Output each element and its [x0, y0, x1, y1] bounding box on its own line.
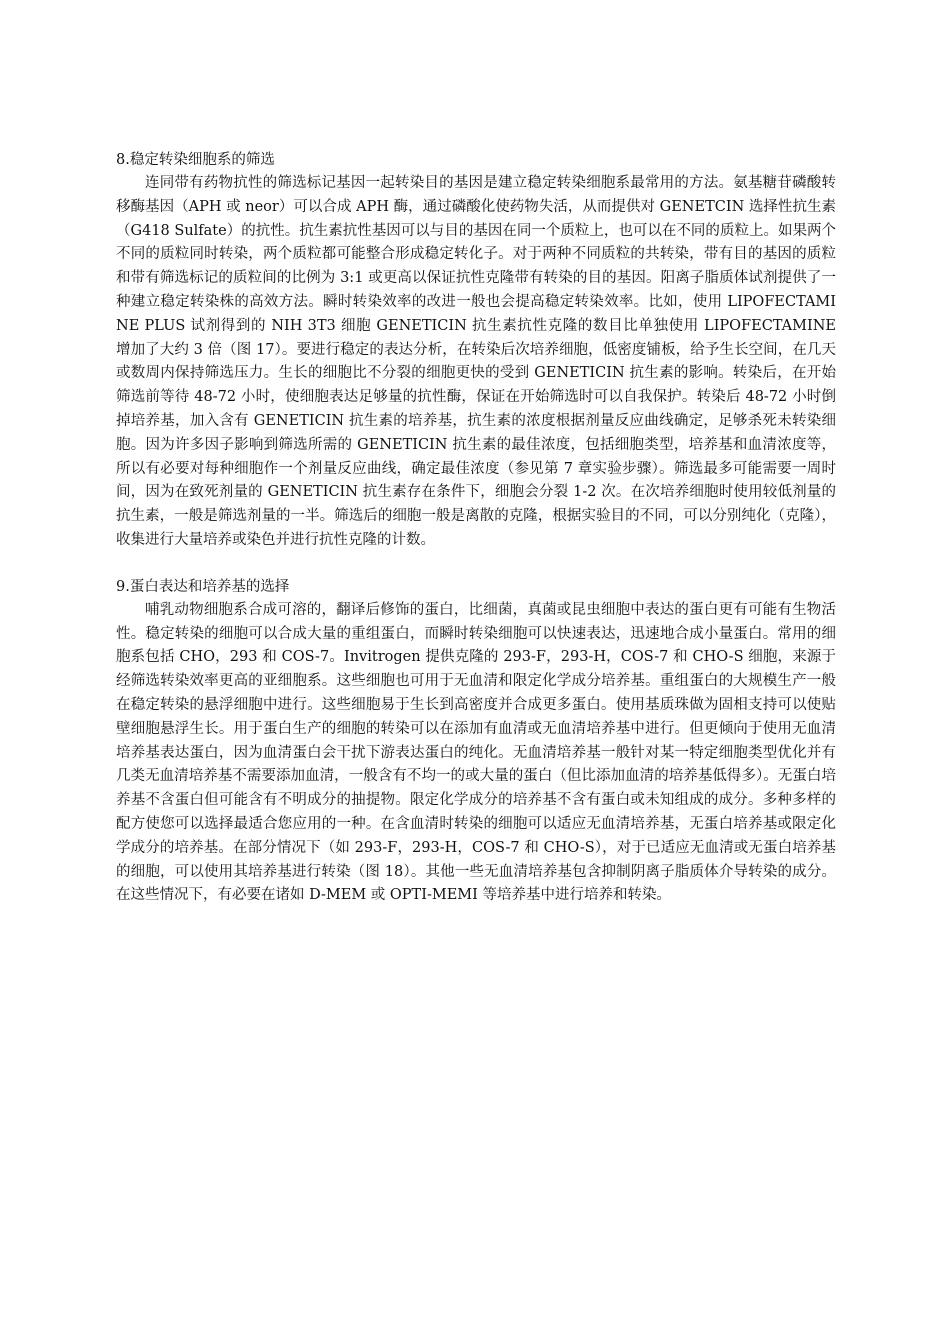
section-paragraph: 哺乳动物细胞系合成可溶的，翻译后修饰的蛋白，比细菌，真菌或昆虫细胞中表达的蛋白更有可能有生物活性。稳定转染的细胞可以合成大量的重组蛋白，而瞬时转染细胞可以快速表达，迅速地合成小量蛋白。常用的细胞系包括 CHO，293 和 COS-7。Invitrogen 提供克隆的 293-F，293-H，COS-7 和 CHO-S 细胞，来源于经筛选转染效率更高的亚细胞系。这些细胞也可用于无血清和限定化学成分培养基。重组蛋白的大规模生产一般在稳定转染的悬浮细胞中进行。这些细胞易于生长到高密度并合成更多蛋白。使用基质珠做为固相支持可以使贴壁细胞悬浮生长。用于蛋白生产的细胞的转染可以在添加有血清或无血清培养基中进行。但更倾向于使用无血清培养基表达蛋白，因为血清蛋白会干扰下游表达蛋白的纯化。无血清培养基一般针对某一特定细胞类型优化并有几类无血清培养基不需要添加血清，一般含有不均一的或大量的蛋白（但比添加血清的培养基低得多）。无蛋白培养基不含蛋白但可能含有不明成分的抽提物。限定化学成分的培养基不含有蛋白或未知组成的成分。多种多样的配方使您可以选择最适合您应用的一种。在含血清时转染的细胞可以适应无血清培养基，无蛋白培养基或限定化学成分的培养基。在部分情况下（如 293-F，293-H，COS-7 和 CHO-S），对于已适应无血清或无蛋白培养基的细胞，可以使用其培养基进行转染（图 18）。其他一些无血清培养基包含抑制阴离子脂质体介导转染的成分。在这些情况下，有必要在诸如 D-MEM 或 OPTI-MEMⅠ 等培养基中进行培养和转染。 [116, 601, 836, 904]
document-page [116, 148, 836, 930]
section-paragraph: 连同带有药物抗性的筛选标记基因一起转染目的基因是建立稳定转染细胞系最常用的方法。氨基糖苷磷酸转移酶基因（APH 或 neor）可以合成 APH 酶，通过磷酸化使药物失活，从而提供对 GENETCIN 选择性抗生素（G418 Sulfate）的抗性。抗生素抗性基因可以与目的基因在同一个质粒上，也可以在不同的质粒上。如果两个不同的质粒同时转染，两个质粒都可能整合形成稳定转化子。对于两种不同质粒的共转染，带有目的基因的质粒和带有筛选标记的质粒间的比例为 3:1 或更高以保证抗性克隆带有转染的目的基因。阳离子脂质体试剂提供了一种建立稳定转染株的高效方法。瞬时转染效率的改进一般也会提高稳定转染效率。比如，使用 LIPOFECTAMINE PLUS 试剂得到的 NIH 3T3 细胞 GENETICIN 抗生素抗性克隆的数目比单独使用 LIPOFECTAMINE 增加了大约 3 倍（图 17）。要进行稳定的表达分析，在转染后次培养细胞，低密度铺板，给予生长空间，在几天或数周内保持筛选压力。生长的细胞比不分裂的细胞更快的受到 GENETICIN 抗生素的影响。转染后，在开始筛选前等待 48-72 小时，使细胞表达足够量的抗性酶，保证在开始筛选时可以自我保护。转染后 48-72 小时倒掉培养基，加入含有 GENETICIN 抗生素的培养基，抗生素的浓度根据剂量反应曲线确定，足够杀死未转染细胞。因为许多因子影响到筛选所需的 GENETICIN 抗生素的最佳浓度，包括细胞类型，培养基和血清浓度等，所以有必要对每种细胞作一个剂量反应曲线，确定最佳浓度（参见第 7 章实验步骤）。筛选最多可能需要一周时间，因为在致死剂量的 GENETICIN 抗生素存在条件下，细胞会分裂 1-2 次。在次培养细胞时使用较低剂量的抗生素，一般是筛选剂量的一半。筛选后的细胞一般是离散的克隆，根据实验目的不同，可以分别纯化（克隆），收集进行大量培养或染色并进行抗性克隆的计数。 [116, 175, 836, 548]
section-heading: 8.稳定转染细胞系的筛选 [116, 152, 275, 168]
section-stable-transfection [116, 148, 836, 553]
section-protein-expression [116, 575, 836, 908]
section-heading: 9.蛋白表达和培养基的选择 [116, 578, 290, 595]
